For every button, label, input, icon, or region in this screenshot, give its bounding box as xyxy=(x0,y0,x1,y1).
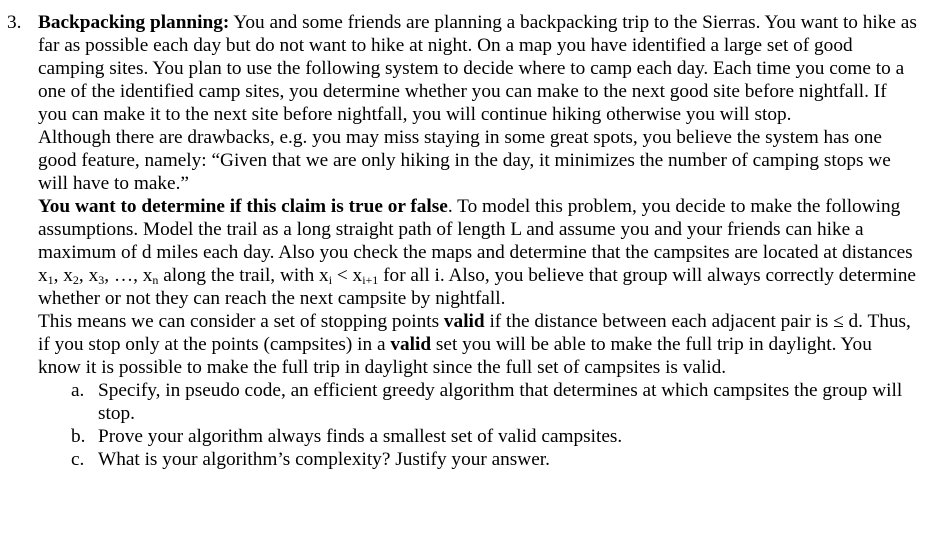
intro-text: You and some friends are planning a backpacking trip to the Sierras. You want to hike as far as possible each day but do not want to hike at night. On a map you have identified a large set of good camping sites. You plan to use the following system to decide where to camp each day. Each time you come to a one of the identified camp sites, you determine whether you can make to the next good site before nightfall. If you can make it to the next site before nightfall, you will continue hiking otherwise you will stop. xyxy=(38,12,917,125)
model-paragraph: You want to determine if this claim is true or false. To model this problem, you decide to make the following assumptions. Model the trail as a long straight path of length L and assume you and your friends can hike a maximum of d miles each day. Also you check the maps and determine that the campsites are located at distances $x_1$, $x_2$, $x_3$, …, $x_n$ along the trail, with $x_i < x_{i+1}$ for all i. Also, you believe that group will always correctly determine whether or not they can reach the next campsite by nightfall. xyxy=(38,196,916,309)
goal-statement: You want to determine if this claim is true or false xyxy=(38,196,448,217)
drawbacks-paragraph: Although there are drawbacks, e.g. you may miss staying in some great spots, you believe the system has one good feature, namely: “Given that we are only hiking in the day, it minimizes the number of camping stops we will have to make.” xyxy=(38,127,891,194)
subpart-c xyxy=(38,448,918,471)
subpart-b xyxy=(38,425,918,448)
problem-body xyxy=(38,11,918,471)
subpart-text: What is your algorithm’s complexity? Justify your answer. xyxy=(98,449,550,470)
problem-number: 3. xyxy=(7,12,22,33)
valid-paragraph: This means we can consider a set of stopping points valid if the distance between each adjacent pair is ≤ d. Thus, if you stop only at the points (campsites) in a valid set you will be able to make the full trip in daylight. You know it is possible to make the full trip in daylight since the full set of campsites is valid. xyxy=(38,311,911,378)
valid-term: valid xyxy=(390,334,432,355)
clipped-previous-line xyxy=(0,0,937,2)
subpart-marker: a. xyxy=(71,380,85,401)
subpart-text: Specify, in pseudo code, an efficient greedy algorithm that determines at which campsites the group will stop. xyxy=(98,380,903,424)
subpart-marker: b. xyxy=(71,426,86,447)
subpart-a xyxy=(38,379,918,425)
subparts-list xyxy=(38,379,918,471)
intro-paragraph xyxy=(38,11,918,126)
problem-title: Backpacking planning: xyxy=(38,12,230,33)
subpart-text: Prove your algorithm always finds a smallest set of valid campsites. xyxy=(98,426,623,447)
subpart-marker: c. xyxy=(71,449,85,470)
valid-term: valid xyxy=(443,311,485,332)
